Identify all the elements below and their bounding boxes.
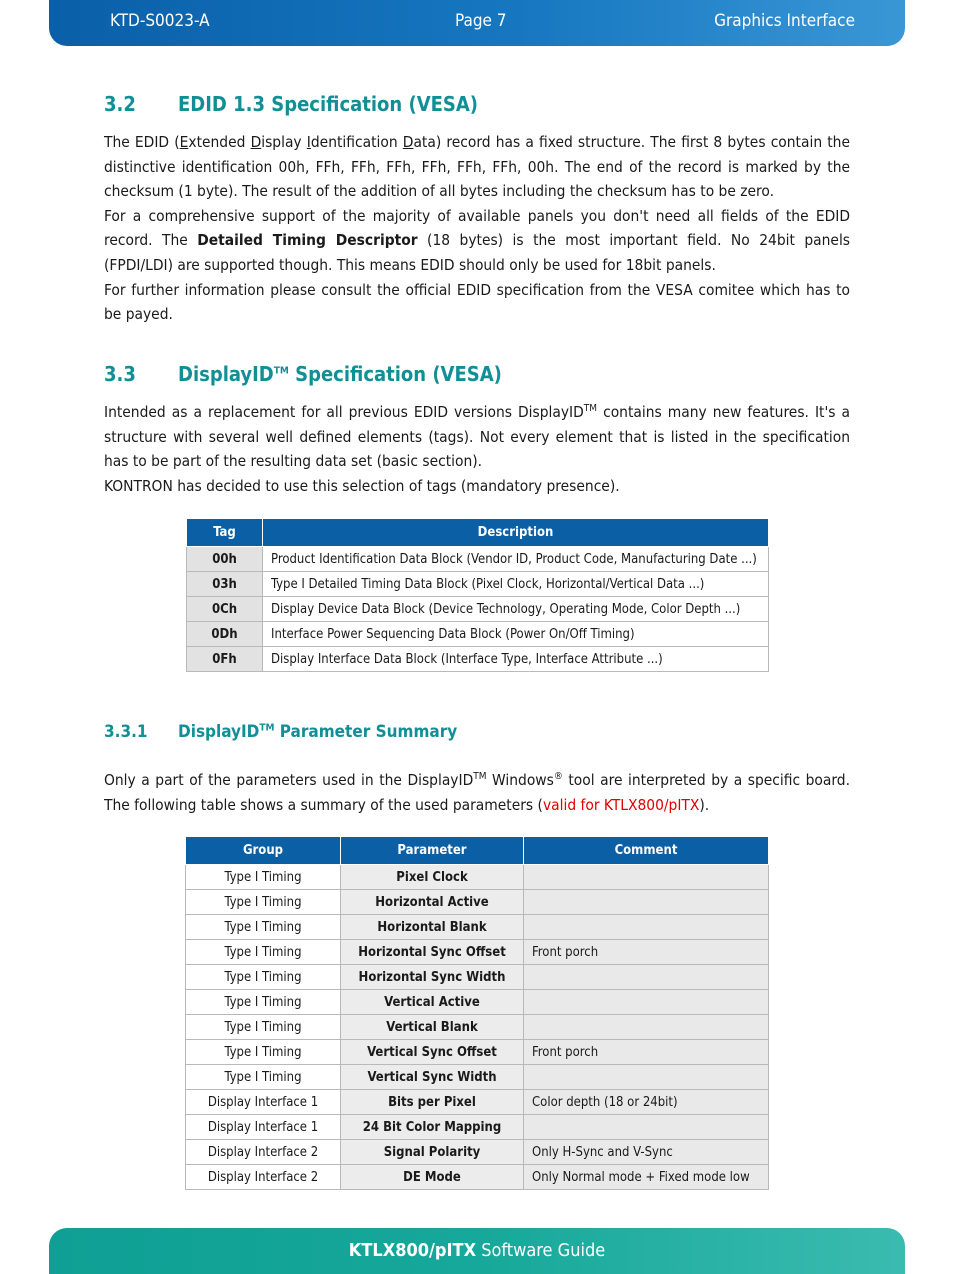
heading-title: DisplayID [178,722,260,742]
displayid-description [104,400,850,498]
parameter-cell: Signal Polarity [341,1140,524,1165]
text-run: Windows [486,771,554,789]
text-run: xtended [188,133,251,151]
group-cell: Type I Timing [186,1065,341,1090]
group-cell: Display Interface 1 [186,1090,341,1115]
text-run: Intended as a replacement for all previous EDID versions DisplayID [104,403,584,421]
group-cell: Type I Timing [186,865,341,890]
heading-number: 3.2 [104,92,136,116]
parameter-summary-description [104,768,850,817]
group-cell: Type I Timing [186,990,341,1015]
parameter-paragraph [104,768,850,817]
table-row [186,990,769,1015]
comment-cell [524,890,769,915]
highlighted-validity-note: valid for KTLX800/pITX [542,795,700,814]
table-row [186,1140,769,1165]
trademark-mark: TM [583,402,598,414]
parameter-cell: DE Mode [341,1165,524,1190]
underlined-letter: D [250,133,262,151]
table-header-row [187,519,769,547]
text-run: (18 bytes) is the most important field. No 24bit panels (FPDI/LDI) are supported though. This means EDID should only be used for 18bit panels. [104,231,851,274]
group-cell: Type I Timing [186,965,341,990]
text-run: Only a part of the parameters used in the DisplayID [104,771,474,789]
displayid-paragraph-1 [104,400,850,474]
header-doc-id: KTD-S0023-A [110,11,210,31]
group-cell: Type I Timing [186,890,341,915]
text-run: The EDID ( [104,133,180,151]
tag-cell: 0Ch [187,597,263,622]
edid-paragraph-2 [104,204,850,278]
comment-cell: Only Normal mode + Fixed mode low [524,1165,769,1190]
comment-cell: Front porch [524,1040,769,1065]
edid-paragraph-1 [104,130,850,204]
parameter-cell: Horizontal Sync Offset [341,940,524,965]
displayid-paragraph-2: KONTRON has decided to use this selection of tags (mandatory presence). [104,476,620,495]
table-row [186,890,769,915]
comment-cell: Color depth (18 or 24bit) [524,1090,769,1115]
trademark-mark: TM [259,722,275,734]
text-run: ata) record has a fixed structure. The first 8 bytes contain the distinctive identification 00h, FFh, FFh, FFh, FFh, FFh, FFh, 00h. The end of the record is marked by the checksum (1 byte). The result of the addition of all bytes including the checksum has to be zero. [104,133,850,201]
text-run: tool are interpreted by a specific board. The following table shows a summary of the used parameters ( [104,771,850,814]
heading-number: 3.3 [104,362,136,386]
text-run: contains many new features. It's a structure with several well defined elements (tags). Not every element that is listed in the specification has to be part of the resulting data set (basic section). [104,403,851,471]
table-row [186,1065,769,1090]
table-row [186,865,769,890]
heading-3-3-1 [104,722,457,742]
column-header-description: Description [263,519,769,547]
table-row [187,597,769,622]
header-section-name: Graphics Interface [714,11,855,31]
group-cell: Type I Timing [186,915,341,940]
tag-cell: 00h [187,547,263,572]
table-row [186,1165,769,1190]
tag-cell: 03h [187,572,263,597]
registered-mark: ® [553,770,563,782]
comment-cell: Front porch [524,940,769,965]
table-row [186,1090,769,1115]
page-footer [49,1228,905,1274]
comment-cell [524,990,769,1015]
text-run: ). [699,795,710,814]
parameter-cell: Horizontal Sync Width [341,965,524,990]
footer-product-name: KTLX800/pITX [348,1240,477,1261]
table-row [187,622,769,647]
group-cell: Display Interface 2 [186,1140,341,1165]
header-page-number: Page 7 [455,11,507,31]
group-cell: Display Interface 1 [186,1115,341,1140]
table-row [186,940,769,965]
parameter-cell: Vertical Active [341,990,524,1015]
parameter-cell: 24 Bit Color Mapping [341,1115,524,1140]
page-header [49,0,905,46]
heading-title-rest: Parameter Summary [274,722,458,742]
text-run: dentification [310,133,403,151]
text-run: isplay [261,133,307,151]
underlined-letter: E [179,133,189,151]
description-cell: Product Identification Data Block (Vendor ID, Product Code, Manufacturing Date ...) [263,547,769,572]
parameter-cell: Vertical Blank [341,1015,524,1040]
table-row [187,547,769,572]
table-row [187,572,769,597]
column-header-group: Group [186,837,341,865]
description-cell: Display Device Data Block (Device Technology, Operating Mode, Color Depth ...) [263,597,769,622]
tags-table [186,518,769,672]
table-row [186,1115,769,1140]
description-cell: Type I Detailed Timing Data Block (Pixel Clock, Horizontal/Vertical Data ...) [263,572,769,597]
heading-3-3 [104,362,502,386]
underlined-letter: I [306,133,311,151]
column-header-comment: Comment [524,837,769,865]
comment-cell [524,865,769,890]
description-cell: Display Interface Data Block (Interface Type, Interface Attribute ...) [263,647,769,672]
comment-cell [524,1115,769,1140]
trademark-mark: TM [273,365,289,377]
group-cell: Display Interface 2 [186,1165,341,1190]
comment-cell [524,915,769,940]
comment-cell [524,965,769,990]
heading-title: EDID 1.3 Specification (VESA) [178,92,479,116]
tag-cell: 0Dh [187,622,263,647]
group-cell: Type I Timing [186,1015,341,1040]
comment-cell [524,1065,769,1090]
trademark-mark: TM [473,770,487,782]
parameter-cell: Pixel Clock [341,865,524,890]
edid-paragraph-3: For further information please consult the official EDID specification from the VESA comitee which has to be payed. [104,280,850,324]
table-row [186,915,769,940]
table-row [186,1015,769,1040]
heading-title: DisplayID [178,362,274,386]
group-cell: Type I Timing [186,940,341,965]
description-cell: Interface Power Sequencing Data Block (Power On/Off Timing) [263,622,769,647]
footer-guide-label: Software Guide [476,1240,606,1261]
comment-cell [524,1015,769,1040]
table-row [187,647,769,672]
text-run: For a comprehensive support of the majority of available panels you don't need all fields of the EDID record. The [104,206,850,250]
bold-term: Detailed Timing Descriptor [197,231,418,250]
column-header-tag: Tag [187,519,263,547]
parameter-cell: Bits per Pixel [341,1090,524,1115]
table-row [186,1040,769,1065]
heading-number: 3.3.1 [104,722,148,742]
parameters-table [185,836,769,1190]
table-row [186,965,769,990]
underlined-letter: D [402,133,414,151]
heading-title-rest: Specification (VESA) [288,362,502,386]
comment-cell: Only H-Sync and V-Sync [524,1140,769,1165]
parameter-cell: Horizontal Active [341,890,524,915]
column-header-parameter: Parameter [341,837,524,865]
parameter-cell: Vertical Sync Offset [341,1040,524,1065]
table-header-row [186,837,769,865]
edid-description [104,130,850,327]
tag-cell: 0Fh [187,647,263,672]
parameter-cell: Horizontal Blank [341,915,524,940]
heading-3-2 [104,92,478,116]
parameter-cell: Vertical Sync Width [341,1065,524,1090]
group-cell: Type I Timing [186,1040,341,1065]
